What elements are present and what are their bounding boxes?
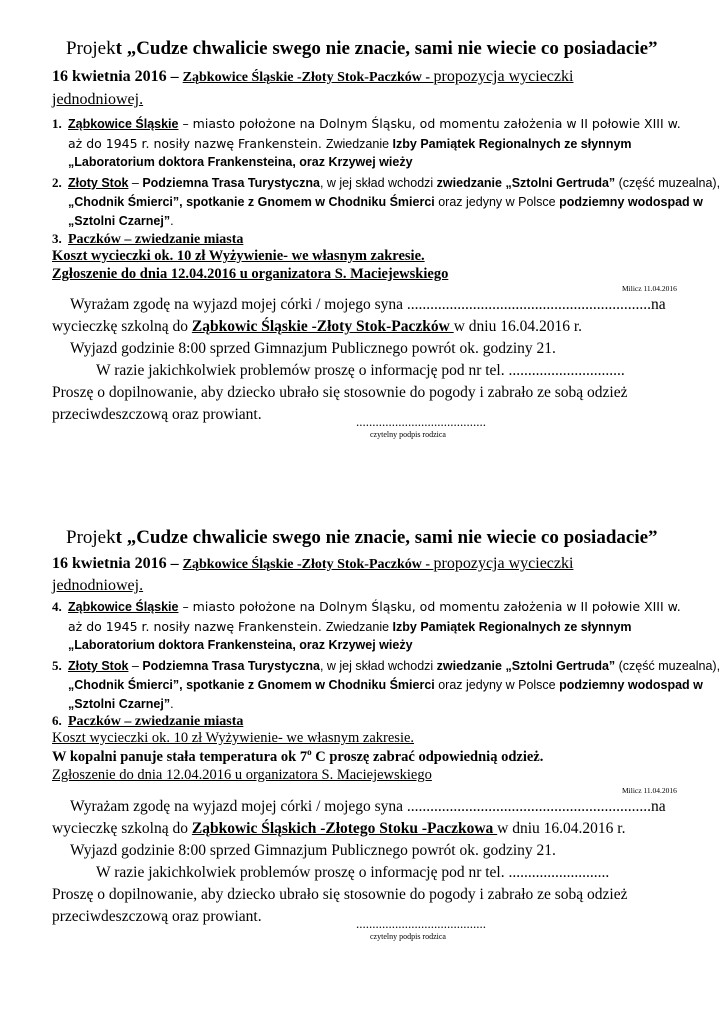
item-place: Ząbkowice Śląskie <box>68 600 179 614</box>
trip-proposal: propozycja wycieczki <box>433 68 574 85</box>
trip-proposal: propozycja wycieczki <box>433 555 574 572</box>
problems-line: W razie jakichkolwiek problemów proszę o informację pod nr tel. .............................. <box>96 362 625 379</box>
item-dash: – <box>128 176 143 190</box>
item-route: Podziemna Trasa Turystyczna <box>142 659 320 673</box>
departure-line: Wyjazd godzinie 8:00 sprzed Gimnazjum Publicznego powrót ok. godziny 21. <box>70 340 556 357</box>
mine-text-a: W kopalni panuje stała temperatura ok 7 <box>52 748 308 765</box>
registration-line: Zgłoszenie do dnia 12.04.2016 u organizatora S. Maciejewskiego <box>52 266 449 282</box>
consent-line-2 <box>52 318 582 336</box>
item-text-end: . <box>170 214 174 228</box>
list-item <box>52 713 243 730</box>
page-title <box>66 38 658 60</box>
item-number: 5. <box>52 658 62 673</box>
place-date: Milicz 11.04.2016 <box>622 786 677 795</box>
signature-label: czytelny podpis rodzica <box>370 430 446 439</box>
consent-line: Wyrażam zgodę na wyjazd mojej córki / mojego syna ...............................................................na <box>70 296 666 313</box>
item-text: , w jej skład wchodzi <box>319 659 437 673</box>
degree-sup: o <box>307 747 312 757</box>
trip-date: 16 kwietnia 2016 – <box>52 555 183 572</box>
item-place: Ząbkowice Śląskie <box>68 117 179 131</box>
item-dash: – <box>128 659 143 673</box>
registration-line: Zgłoszenie do dnia 12.04.2016 u organizatora S. Maciejewskiego <box>52 767 432 783</box>
mine-text-b: C proszę zabrać odpowiednią odzież. <box>311 748 544 765</box>
form-section-2 <box>0 527 725 957</box>
signature-label: czytelny podpis rodzica <box>370 932 446 941</box>
item-text-b: Zwiedzanie <box>325 137 393 151</box>
list-item <box>52 116 681 132</box>
consent-line-2 <box>52 820 625 838</box>
list-item <box>52 231 243 248</box>
request-line: Proszę o dopilnowanie, aby dziecko ubrało się stosownie do pogody i zabrało ze sobą odzież <box>52 384 628 401</box>
item-text-c: Izby Pamiątek Regionalnych ze słynnym <box>392 620 632 634</box>
item-text: – miasto położone na Dolnym Śląsku, od momentu założenia w II połowie XIII w. <box>178 599 681 614</box>
consent-date: w dniu 16.04.2016 r. <box>497 820 626 837</box>
list-item-line2 <box>68 136 632 151</box>
item-text: „Sztolni Czarnej” <box>68 697 171 711</box>
item-text: „Sztolni Czarnej” <box>68 214 171 228</box>
list-item <box>52 175 720 191</box>
problems-line: W razie jakichkolwiek problemów proszę o informację pod nr tel. .......................... <box>96 864 610 881</box>
trip-route: Ząbkowice Śląskie -Złoty Stok-Paczków - <box>182 70 434 85</box>
title-prefix: Projek <box>66 38 116 59</box>
item-text: , w jej skład wchodzi <box>319 176 437 190</box>
title-prefix: Projek <box>66 527 116 548</box>
item-text-c: (część muzealna), <box>615 176 721 190</box>
list-item <box>52 658 720 674</box>
signature-field: ........................................ <box>356 916 486 931</box>
item-text-a: „Chodnik Śmierci” <box>68 678 180 692</box>
title-main: „Cudze chwalicie swego nie znacie, sami nie wiecie co posiadacie” <box>121 38 658 59</box>
list-item-line3: „Laboratorium doktora Frankensteina, oraz Krzywej wieży <box>68 155 413 169</box>
item-text-b: , spotkanie z Gnomem w Chodniku Śmierci <box>179 678 435 692</box>
title-t: t <box>115 38 122 59</box>
page-title <box>66 527 658 549</box>
item-text-b: zwiedzanie „Sztolni Gertruda” <box>436 176 616 190</box>
item-text: Paczków – zwiedzanie miasta <box>68 714 244 729</box>
item-place: Złoty Stok <box>68 176 129 190</box>
item-text-end: . <box>170 697 174 711</box>
item-number: 2. <box>52 175 62 190</box>
item-text-c: oraz jedyny w Polsce <box>434 195 560 209</box>
cost-line: Koszt wycieczki ok. 10 zł Wyżywienie- we własnym zakresie. <box>52 730 415 746</box>
item-text-a: „Chodnik Śmierci” <box>68 195 180 209</box>
place-date: Milicz 11.04.2016 <box>622 284 677 293</box>
item-text: – miasto położone na Dolnym Śląsku, od momentu założenia w II połowie XIII w. <box>178 116 681 131</box>
item-text-b: zwiedzanie „Sztolni Gertruda” <box>436 659 616 673</box>
title-main: „Cudze chwalicie swego nie znacie, sami nie wiecie co posiadacie” <box>121 527 658 548</box>
trip-proposal-cont: jednodniowej. <box>52 91 144 108</box>
item-number: 4. <box>52 599 62 614</box>
trip-date: 16 kwietnia 2016 – <box>52 68 183 85</box>
list-item <box>52 599 681 615</box>
consent-text-a: wycieczkę szkolną do <box>52 820 192 837</box>
list-item-line3: „Laboratorium doktora Frankensteina, oraz Krzywej wieży <box>68 638 413 652</box>
item-number: 6. <box>52 713 62 728</box>
consent-destination: Ząbkowic Śląskie -Złoty Stok-Paczków <box>191 318 454 335</box>
item-text: Paczków – zwiedzanie miasta <box>68 232 244 247</box>
cost-line: Koszt wycieczki ok. 10 zł Wyżywienie- we własnym zakresie. <box>52 248 425 264</box>
consent-line: Wyrażam zgodę na wyjazd mojej córki / mojego syna ...............................................................na <box>70 798 666 815</box>
date-route-line <box>52 68 573 86</box>
title-t: t <box>115 527 122 548</box>
item-text-a: aż do 1945 r. nosiły nazwę Frankenstein. <box>68 619 326 634</box>
item-text-b: , spotkanie z Gnomem w Chodniku Śmierci <box>179 195 435 209</box>
list-item-line3 <box>68 697 174 711</box>
request-line-2: przeciwdeszczową oraz prowiant. <box>52 406 262 423</box>
signature-field: ........................................ <box>356 414 486 429</box>
mine-temperature-line <box>52 747 543 766</box>
list-item-line2 <box>68 195 703 209</box>
item-text-c: oraz jedyny w Polsce <box>434 678 560 692</box>
item-number: 1. <box>52 116 62 131</box>
trip-route: Ząbkowice Śląskie -Złoty Stok-Paczków - <box>182 557 434 572</box>
list-item-line3 <box>68 214 174 228</box>
item-text-c: (część muzealna), <box>615 659 721 673</box>
item-text-d: podziemny wodospad w <box>559 195 703 209</box>
item-route: Podziemna Trasa Turystyczna <box>142 176 320 190</box>
request-line: Proszę o dopilnowanie, aby dziecko ubrało się stosownie do pogody i zabrało ze sobą odzież <box>52 886 628 903</box>
list-item-line2 <box>68 619 632 634</box>
item-text-b: Zwiedzanie <box>325 620 393 634</box>
date-route-line <box>52 555 573 573</box>
item-number: 3. <box>52 231 62 246</box>
consent-date: w dniu 16.04.2016 r. <box>453 318 582 335</box>
trip-proposal-cont: jednodniowej. <box>52 577 144 594</box>
item-text-c: Izby Pamiątek Regionalnych ze słynnym <box>392 137 632 151</box>
consent-text-a: wycieczkę szkolną do <box>52 318 192 335</box>
form-section-1 <box>0 38 725 458</box>
list-item-line2 <box>68 678 703 692</box>
item-text-a: aż do 1945 r. nosiły nazwę Frankenstein. <box>68 136 326 151</box>
departure-line: Wyjazd godzinie 8:00 sprzed Gimnazjum Publicznego powrót ok. godziny 21. <box>70 842 556 859</box>
item-place: Złoty Stok <box>68 659 129 673</box>
consent-destination: Ząbkowic Śląskich -Złotego Stoku -Paczkowa <box>191 820 498 837</box>
request-line-2: przeciwdeszczową oraz prowiant. <box>52 908 262 925</box>
item-text-d: podziemny wodospad w <box>559 678 703 692</box>
